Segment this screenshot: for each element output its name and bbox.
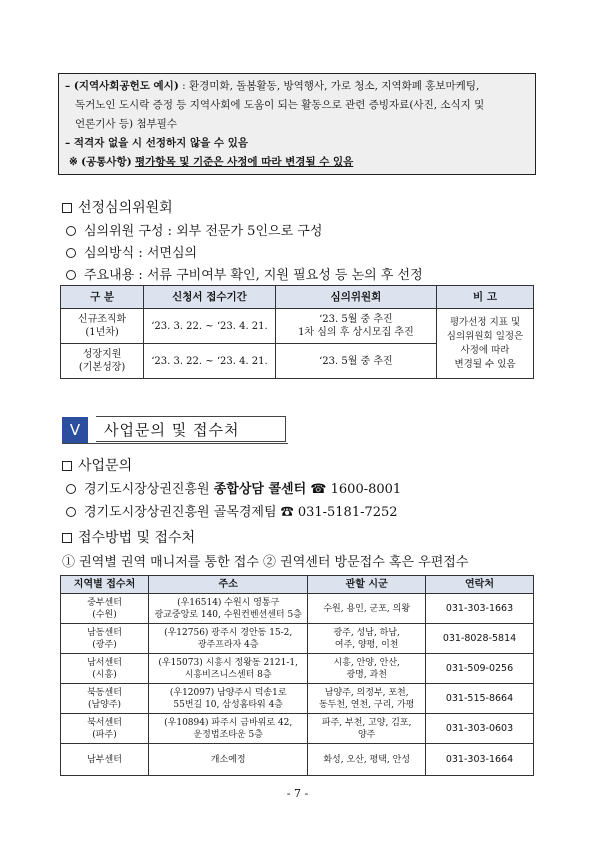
circle-icon [66,226,76,236]
remark-line: 사정에 따라 [460,344,510,356]
center-line: 남동센터 [87,627,122,638]
common-label: (공통사항) [81,156,132,168]
address-line: 광교중앙로 140, 수원컨벤션센터 5층 [154,609,302,620]
address-cell [149,684,308,714]
areas-cell [308,654,426,684]
address-line: (우16514) 수원시 영통구 [177,597,280,608]
center-line: (광주) [92,639,117,650]
note-line-5 [69,156,353,169]
reference-mark: ※ [69,156,78,168]
inquiry-org: 경기도시장상권진흥원 [84,482,214,497]
address-line: (우10894) 파주시 금바위로 42, [164,717,293,728]
committee-table [60,285,534,379]
center-line: 북동센터 [87,687,122,698]
type-line: 신규조직화 [77,314,127,325]
inquiry-heading [62,455,132,475]
col-header-committee: 심의위원회 [275,286,436,309]
center-cell [61,594,149,624]
telephone-icon: ☎ [280,505,294,520]
phone-cell: 031-303-0603 [426,714,534,744]
committee-heading-text: 선정심의위원회 [78,200,173,216]
phone-cell: 031-515-8664 [426,684,534,714]
table-header-row [61,576,534,594]
square-icon [62,533,72,543]
address-cell [149,594,308,624]
areas-cell [308,714,426,744]
circle-icon [66,248,76,258]
inquiry-line-1 [66,478,401,497]
committee-cell [275,309,436,344]
submission-method: ① 권역별 권역 매니저를 통한 접수 ② 권역센터 방문접수 혹은 우편접수 [62,555,469,570]
committee-bullet-text: 심의방식 : 서면심의 [84,246,198,261]
address-cell: 개소예정 [149,744,308,776]
inquiry-team: 경기도시장상권진흥원 골목경제팀 [84,505,277,520]
type-line: 성장지원 [82,349,122,360]
table-row [61,309,534,344]
inquiry-phone: 1600-8001 [330,482,402,497]
center-line: (수원) [92,609,117,620]
address-line: 55번길 10, 삼성홈타워 4층 [173,699,284,710]
areas-line: 시흥, 안양, 안산, [333,657,400,668]
note-box [58,73,536,175]
table-header-row [61,286,534,309]
address-line: (우12756) 광주시 경안동 15-2, [164,627,293,638]
circle-icon [66,484,76,494]
areas-line: 광주, 성남, 하남, [333,627,400,638]
square-icon [62,203,72,213]
areas-cell: 화성, 오산, 평택, 안성 [308,744,426,776]
center-line: 남서센터 [87,657,122,668]
areas-cell: 수원, 용인, 군포, 의왕 [308,594,426,624]
center-line: (파주) [92,729,117,740]
areas-line: 동두천, 연천, 구리, 가평 [318,699,415,710]
center-line: (시흥) [92,669,117,680]
period-cell: ‘23. 3. 22. ~ ‘23. 4. 21. [144,344,276,379]
center-cell: 남부센터 [61,744,149,776]
areas-line: 여주, 양평, 이천 [334,639,399,650]
address-cell [149,714,308,744]
committee-cell: ‘23. 5월 중 추진 [275,344,436,379]
address-line: 시흥비즈니스센터 8층 [184,669,272,680]
col-header-areas: 관할 시군 [308,576,426,594]
phone-cell: 031-509-0256 [426,654,534,684]
inquiry-phone: 031-5181-7252 [297,505,398,520]
table-row [61,594,534,624]
col-header-phone: 연락처 [426,576,534,594]
col-header-center: 지역별 접수처 [61,576,149,594]
type-cell [61,309,144,344]
areas-line: 양주 [357,729,376,740]
committee-bullet-text: 주요내용 : 서류 구비여부 확인, 지원 필요성 등 논의 후 선정 [84,268,423,283]
address-line: 광주프라자 4층 [197,639,259,650]
committee-bullet-text: 심의위원 구성 : 외부 전문가 5인으로 구성 [84,224,323,239]
note-example-text: : 환경미화, 돌봄활동, 방역행사, 가로 청소, 지역화폐 홍보마케팅, [178,80,480,92]
center-line: 중부센터 [87,597,122,608]
committee-bullet [66,220,322,239]
committee-bullet [66,242,197,261]
submission-heading [62,527,195,547]
address-line: (우12097) 남양주시 덕송1로 [169,687,287,698]
note-example-label: – (지역사회공헌도 예시) [65,80,179,92]
common-text: 평가항목 및 기준은 사정에 따라 변경될 수 있음 [135,156,354,168]
remark-cell [437,309,534,379]
areas-cell [308,624,426,654]
section-title: 사업문의 및 접수처 [96,416,286,442]
center-cell [61,654,149,684]
section-underline [62,443,288,444]
type-cell [61,344,144,379]
table-row [61,744,534,776]
square-icon [62,461,72,471]
period-cell: ‘23. 3. 22. ~ ‘23. 4. 21. [144,309,276,344]
areas-line: 남양주, 의정부, 포천, [324,687,409,698]
col-header-type: 구 분 [61,286,144,309]
section-number-badge: V [62,417,88,443]
table-row [61,654,534,684]
inquiry-heading-text: 사업문의 [78,458,133,474]
committee-line: ‘23. 5월 중 추진 [319,314,393,325]
inquiry-line-2 [66,501,398,520]
address-cell [149,654,308,684]
phone-cell: 031-303-1664 [426,744,534,776]
center-line: 북서센터 [87,717,122,728]
note-line-2: 독거노인 도시락 증정 등 지역사회에 도움이 되는 활동으로 관련 증빙자료(사진, 소식지 및 [75,99,485,111]
center-line: (남양주) [87,699,122,710]
areas-line: 파주, 부천, 고양, 김포, [321,717,412,728]
address-cell [149,624,308,654]
phone-cell: 031-8028-5814 [426,624,534,654]
submission-table [60,575,534,776]
note-line-1 [65,80,479,93]
remark-line: 변경될 수 있음 [454,358,516,370]
note-line-4: – 적격자 없을 시 선정하지 않을 수 있음 [65,137,248,149]
circle-icon [66,270,76,280]
col-header-address: 주소 [149,576,308,594]
address-line: 운정법조타운 5층 [193,729,263,740]
center-cell [61,624,149,654]
phone-cell: 031-303-1663 [426,594,534,624]
col-header-period: 신청서 접수기간 [144,286,276,309]
note-line-3: 언론기사 등) 첨부필수 [75,118,178,130]
type-line: (기본성장) [78,362,126,373]
committee-heading [62,197,173,217]
type-line: (1년차) [85,327,119,338]
center-cell [61,684,149,714]
table-row [61,624,534,654]
col-header-remark: 비 고 [437,286,534,309]
submission-heading-text: 접수방법 및 접수처 [78,530,196,546]
remark-line: 평가선정 지표 및 [449,316,521,328]
telephone-icon: ☎ [310,482,327,497]
areas-cell [308,684,426,714]
table-row [61,714,534,744]
committee-bullet [66,264,423,283]
address-line: (우15073) 시흥시 정왕동 2121-1, [158,657,299,668]
committee-line: 1차 심의 후 상시모집 추진 [298,327,414,338]
page-number: - 7 - [286,787,309,800]
inquiry-callcenter: 종합상담 콜센터 [213,482,307,497]
circle-icon [66,507,76,517]
table-row [61,684,534,714]
center-cell [61,714,149,744]
areas-line: 광명, 과천 [346,669,387,680]
remark-line: 심의위원회 일정은 [446,330,524,342]
